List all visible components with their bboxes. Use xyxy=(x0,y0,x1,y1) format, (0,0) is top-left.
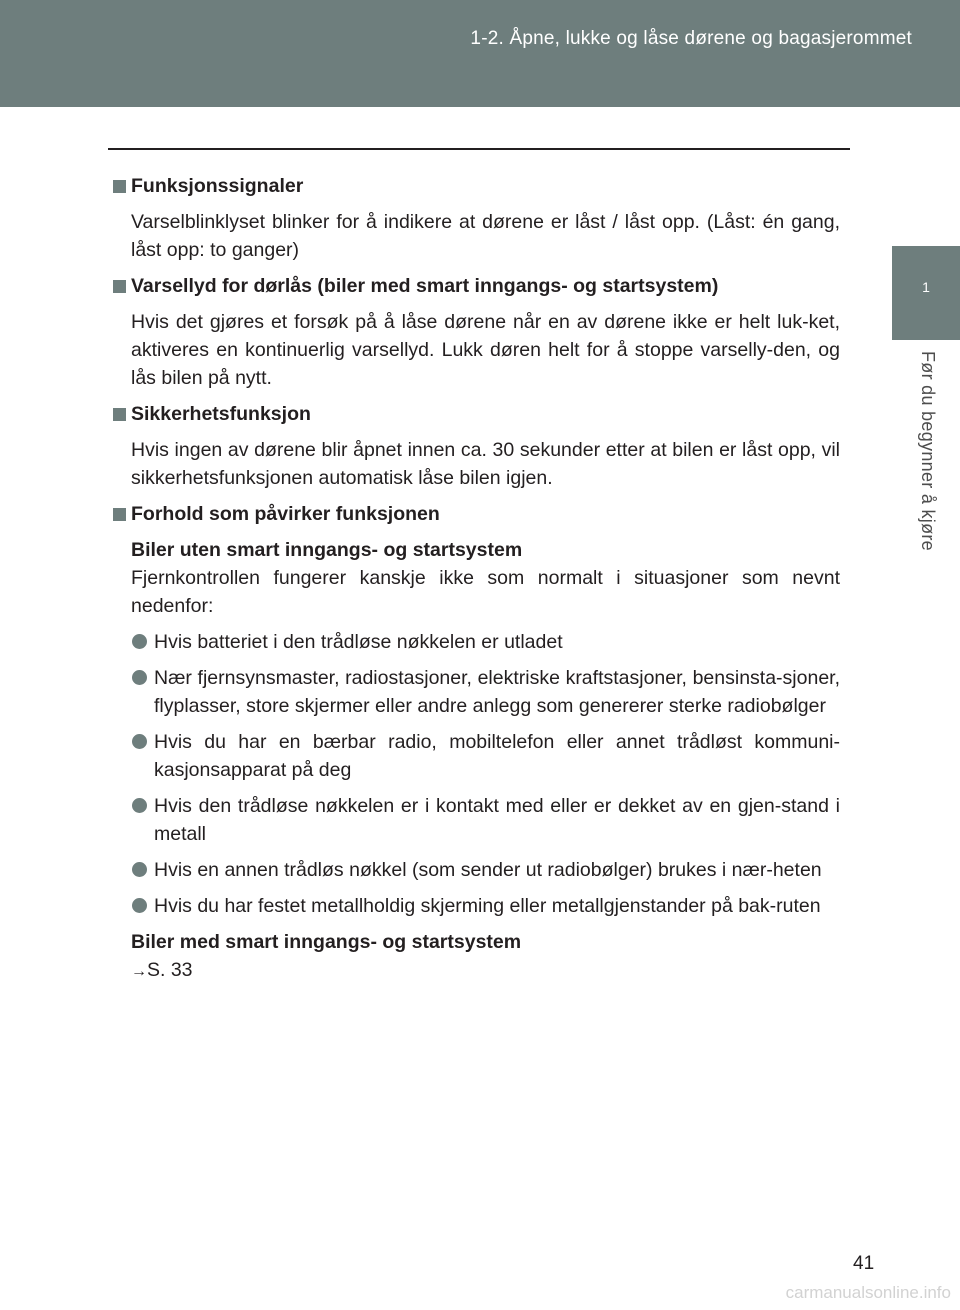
round-bullet-icon xyxy=(132,898,147,913)
chapter-title: 1-2. Åpne, lukke og låse dørene og bagasjerommet xyxy=(470,28,912,49)
list-item xyxy=(154,792,840,848)
side-tab-number: 1 xyxy=(922,279,930,295)
list-item-text: Hvis batteriet i den trådløse nøkkelen er utladet xyxy=(154,631,563,653)
side-tab-label: Før du begynner å kjøre xyxy=(918,351,938,551)
section-title: Varsellyd for dørlås (biler med smart inngangs- og startsystem) xyxy=(131,275,719,297)
chapter-header xyxy=(0,0,960,107)
list-item-text: Nær fjernsynsmaster, radiostasjoner, elektriske kraftstasjoner, bensinsta-sjoner, flyplasser, store skjermer eller andre anlegg som genererer sterke radiobølger xyxy=(154,667,840,717)
section-title: Funksjonssignaler xyxy=(131,175,304,197)
list-item xyxy=(154,728,840,784)
list-item xyxy=(154,892,840,920)
section-text: Varselblinklyset blinker for å indikere at dørene er låst / låst opp. (Låst: én gang, låst opp: to ganger) xyxy=(131,211,840,261)
list-item-text: Hvis du har en bærbar radio, mobiltelefon eller annet trådløst kommuni-kasjonsapparat på deg xyxy=(154,731,840,781)
subheading: Biler uten smart inngangs- og startsystem xyxy=(131,539,523,561)
square-bullet-icon xyxy=(113,408,126,421)
section-title: Sikkerhetsfunksjon xyxy=(131,403,311,425)
section-heading xyxy=(112,172,840,200)
list-item xyxy=(154,664,840,720)
section-heading xyxy=(112,272,840,300)
square-bullet-icon xyxy=(113,508,126,521)
section-heading xyxy=(112,400,840,428)
arrow-right-icon: → xyxy=(131,963,147,980)
subheading: Biler med smart inngangs- og startsystem xyxy=(131,931,522,953)
top-divider xyxy=(108,148,850,150)
list-item-text: Hvis du har festet metallholdig skjerming eller metallgjenstander på bak-ruten xyxy=(154,895,821,917)
side-tab xyxy=(892,246,960,340)
list-item-text: Hvis en annen trådløs nøkkel (som sender ut radiobølger) brukes i nær-heten xyxy=(154,859,822,881)
page-number: 41 xyxy=(853,1253,875,1274)
section-title: Forhold som påvirker funksjonen xyxy=(131,503,440,525)
round-bullet-icon xyxy=(132,634,147,649)
intro-text: Fjernkontrollen fungerer kanskje ikke som normalt i situasjoner som nevnt nedenfor: xyxy=(131,567,840,617)
square-bullet-icon xyxy=(113,180,126,193)
section-heading xyxy=(112,500,840,528)
page-reference-text[interactable]: S. 33 xyxy=(147,959,193,981)
list-item xyxy=(154,856,840,884)
page-reference[interactable] xyxy=(131,956,840,986)
round-bullet-icon xyxy=(132,670,147,685)
round-bullet-icon xyxy=(132,798,147,813)
list-item-text: Hvis den trådløse nøkkelen er i kontakt med eller er dekket av en gjen-stand i metall xyxy=(154,795,840,845)
section-text: Hvis ingen av dørene blir åpnet innen ca. 30 sekunder etter at bilen er låst opp, vil sikkerhetsfunksjonen automatisk låse bilen igjen. xyxy=(131,439,840,489)
page-content xyxy=(112,172,840,986)
section-text: Hvis det gjøres et forsøk på å låse dørene når en av dørene ikke er helt luk-ket, aktiveres en kontinuerlig varsellyd. Lukk døren helt for å stoppe varselly-den, og lås bilen på nytt. xyxy=(131,311,840,389)
watermark: carmanualsonline.info xyxy=(785,1283,951,1302)
round-bullet-icon xyxy=(132,862,147,877)
square-bullet-icon xyxy=(113,280,126,293)
round-bullet-icon xyxy=(132,734,147,749)
list-item xyxy=(154,628,840,656)
